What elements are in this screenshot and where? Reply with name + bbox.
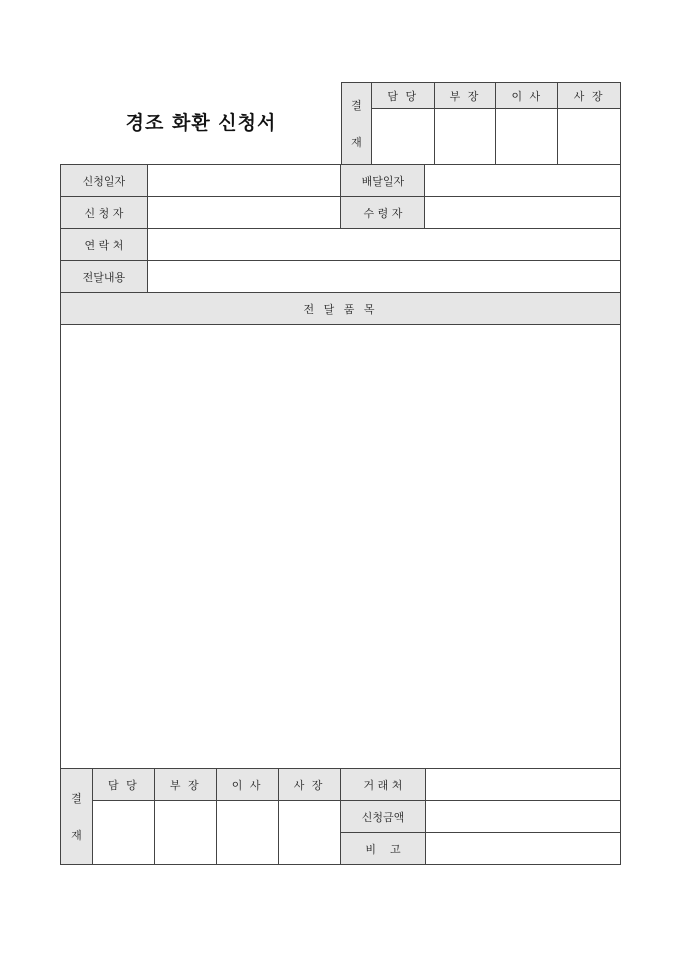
vendor-label: 거 래 처 — [340, 769, 426, 801]
items-header: 전 달 품 목 — [61, 293, 621, 325]
delivery-date-label: 배달일자 — [341, 165, 425, 197]
approval-role-president: 사 장 — [558, 83, 621, 109]
bottom-role-staff: 담 당 — [92, 769, 154, 801]
bottom-approval-label-bottom: 재 — [71, 828, 82, 842]
message-label: 전달내용 — [61, 261, 148, 293]
approval-role-staff: 담 당 — [371, 83, 434, 109]
approval-role-manager: 부 장 — [434, 83, 496, 109]
approval-sign-staff[interactable] — [371, 109, 434, 165]
approval-role-director: 이 사 — [496, 83, 558, 109]
bottom-role-manager: 부 장 — [154, 769, 216, 801]
remarks-field[interactable] — [426, 833, 621, 865]
amount-label: 신청금액 — [340, 801, 426, 833]
bottom-approval-label-top: 결 — [71, 791, 82, 805]
remarks-label: 비 고 — [340, 833, 426, 865]
approval-sign-president[interactable] — [558, 109, 621, 165]
bottom-approval-label — [61, 769, 93, 865]
contact-field[interactable] — [147, 229, 620, 261]
approval-label — [342, 83, 372, 165]
bottom-table — [60, 768, 621, 865]
request-date-field[interactable] — [147, 165, 341, 197]
approval-label-top: 결 — [351, 98, 362, 112]
approval-sign-director[interactable] — [496, 109, 558, 165]
applicant-label: 신 청 자 — [61, 197, 148, 229]
application-form — [60, 164, 621, 769]
page-title: 경조 화환 신청서 — [125, 112, 277, 134]
request-date-label: 신청일자 — [61, 165, 148, 197]
bottom-role-director: 이 사 — [216, 769, 278, 801]
bottom-sign-president[interactable] — [278, 801, 340, 865]
message-field[interactable] — [147, 261, 620, 293]
bottom-sign-director[interactable] — [216, 801, 278, 865]
applicant-field[interactable] — [147, 197, 341, 229]
delivery-date-field[interactable] — [425, 165, 621, 197]
recipient-field[interactable] — [425, 197, 621, 229]
vendor-field[interactable] — [426, 769, 621, 801]
approval-sign-manager[interactable] — [434, 109, 496, 165]
bottom-role-president: 사 장 — [278, 769, 340, 801]
bottom-sign-staff[interactable] — [92, 801, 154, 865]
items-area[interactable] — [61, 325, 621, 769]
approval-label-bottom: 재 — [351, 135, 362, 149]
approval-table-top — [341, 82, 621, 165]
amount-field[interactable] — [426, 801, 621, 833]
recipient-label: 수 령 자 — [341, 197, 425, 229]
contact-label: 연 락 처 — [61, 229, 148, 261]
bottom-sign-manager[interactable] — [154, 801, 216, 865]
